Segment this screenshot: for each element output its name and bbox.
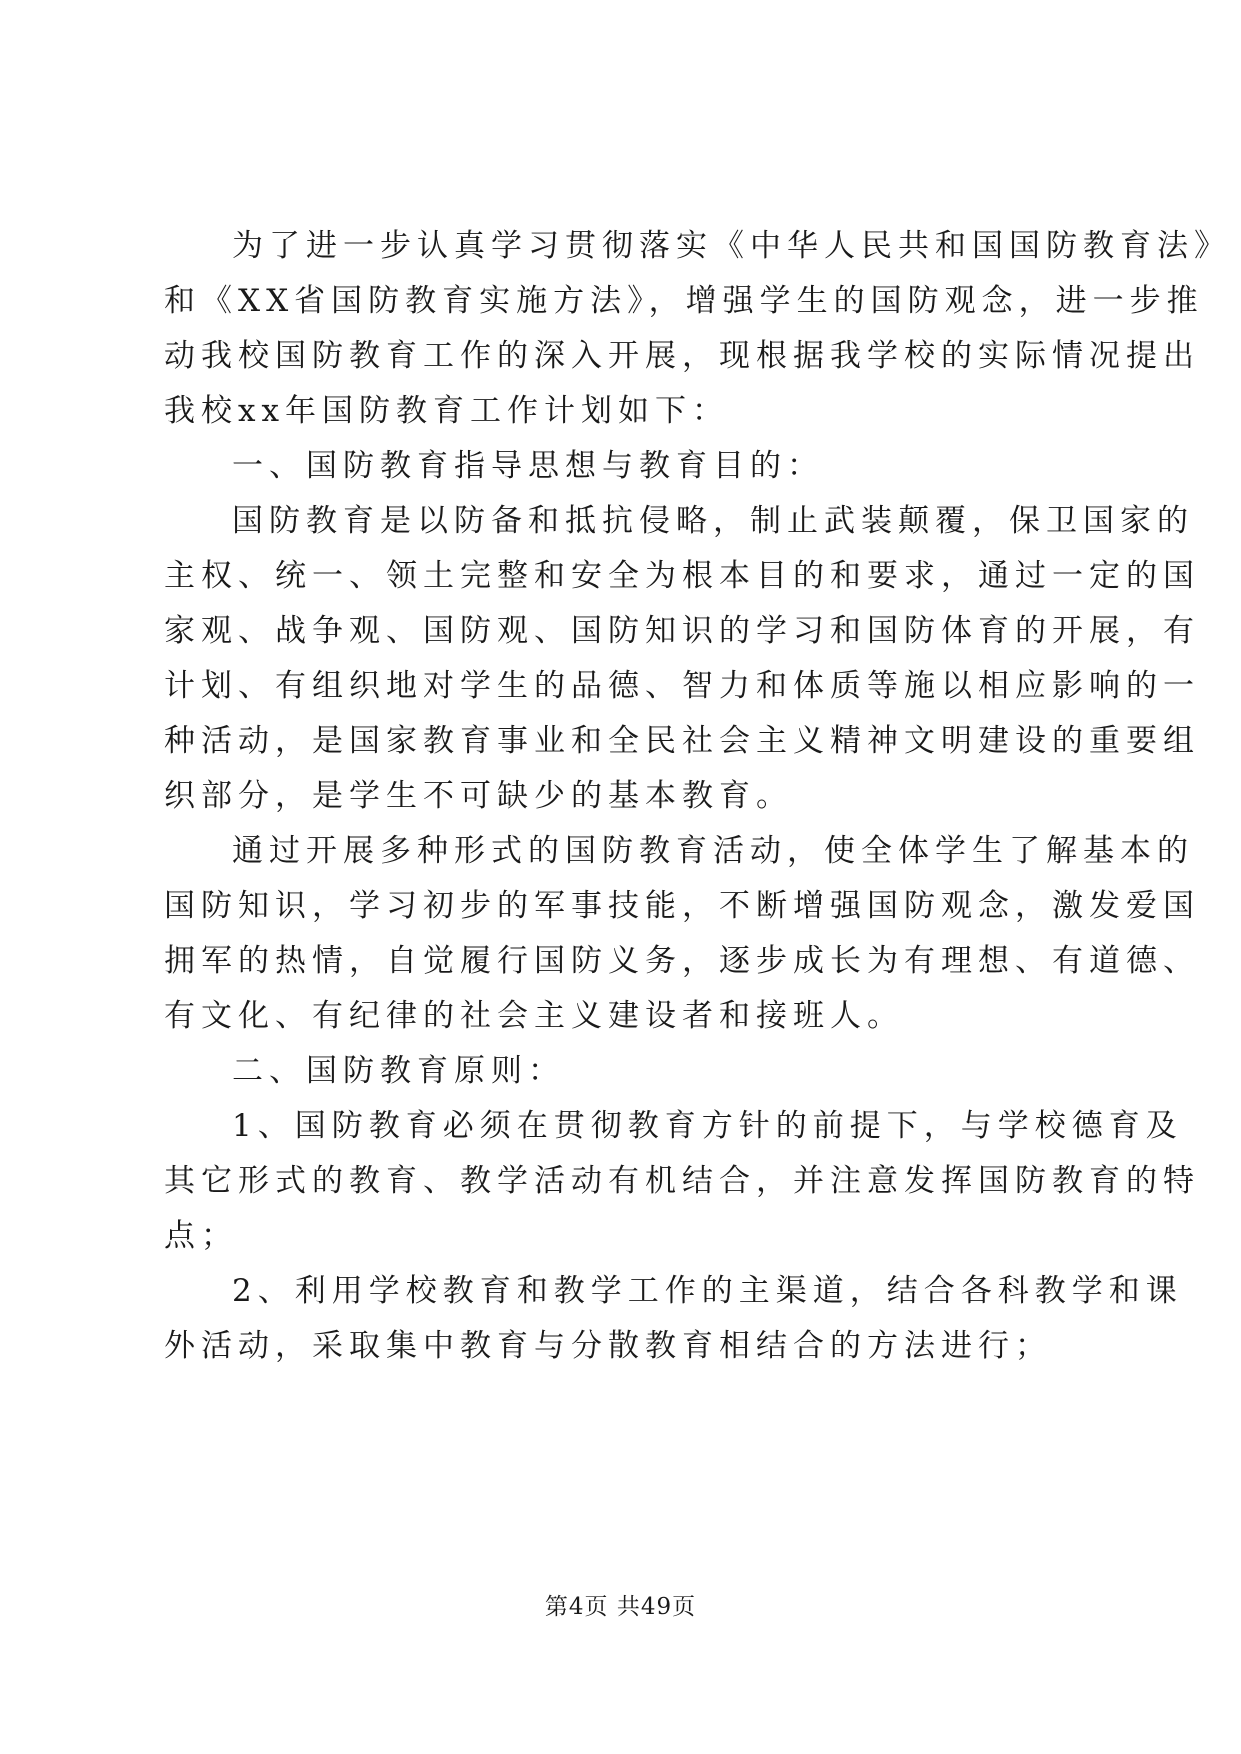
paragraph-line: 为了进一步认真学习贯彻落实《中华人民共和国国防教育法》 — [232, 228, 1231, 264]
list-item-line: 点； — [164, 1218, 238, 1254]
paragraph-line: 国防教育是以防备和抵抗侵略，制止武装颠覆，保卫国家的 — [232, 503, 1194, 539]
paragraph-line: 拥军的热情，自觉履行国防义务，逐步成长为有理想、有道德、 — [164, 943, 1200, 979]
paragraph-line: 动我校国防教育工作的深入开展，现根据我学校的实际情况提出 — [164, 338, 1200, 374]
section-heading: 一、国防教育指导思想与教育目的： — [232, 448, 824, 484]
section-heading: 二、国防教育原则： — [232, 1053, 565, 1089]
list-item-line: 2、利用学校教育和教学工作的主渠道，结合各科教学和课 — [232, 1273, 1183, 1309]
paragraph-line: 我校xx年国防教育工作计划如下： — [164, 393, 729, 429]
list-item-line: 外活动，采取集中教育与分散教育相结合的方法进行； — [164, 1328, 1052, 1364]
list-item-line: 1、国防教育必须在贯彻教育方针的前提下，与学校德育及 — [232, 1108, 1183, 1144]
paragraph-line: 织部分，是学生不可缺少的基本教育。 — [164, 778, 793, 814]
paragraph-line: 有文化、有纪律的社会主义建设者和接班人。 — [164, 998, 904, 1034]
list-item-line: 其它形式的教育、教学活动有机结合，并注意发挥国防教育的特 — [164, 1163, 1200, 1199]
paragraph-line: 国防知识，学习初步的军事技能，不断增强国防观念，激发爱国 — [164, 888, 1200, 924]
paragraph-line: 种活动，是国家教育事业和全民社会主义精神文明建设的重要组 — [164, 723, 1200, 759]
page-number-footer: 第4页 共49页 — [544, 1594, 697, 1620]
paragraph-line: 主权、统一、领土完整和安全为根本目的和要求，通过一定的国 — [164, 558, 1200, 594]
paragraph-line: 和《XX省国防教育实施方法》，增强学生的国防观念，进一步推 — [164, 283, 1204, 319]
paragraph-line: 家观、战争观、国防观、国防知识的学习和国防体育的开展，有 — [164, 613, 1200, 649]
paragraph-line: 计划、有组织地对学生的品德、智力和体质等施以相应影响的一 — [164, 668, 1200, 704]
paragraph-line: 通过开展多种形式的国防教育活动，使全体学生了解基本的 — [232, 833, 1194, 869]
